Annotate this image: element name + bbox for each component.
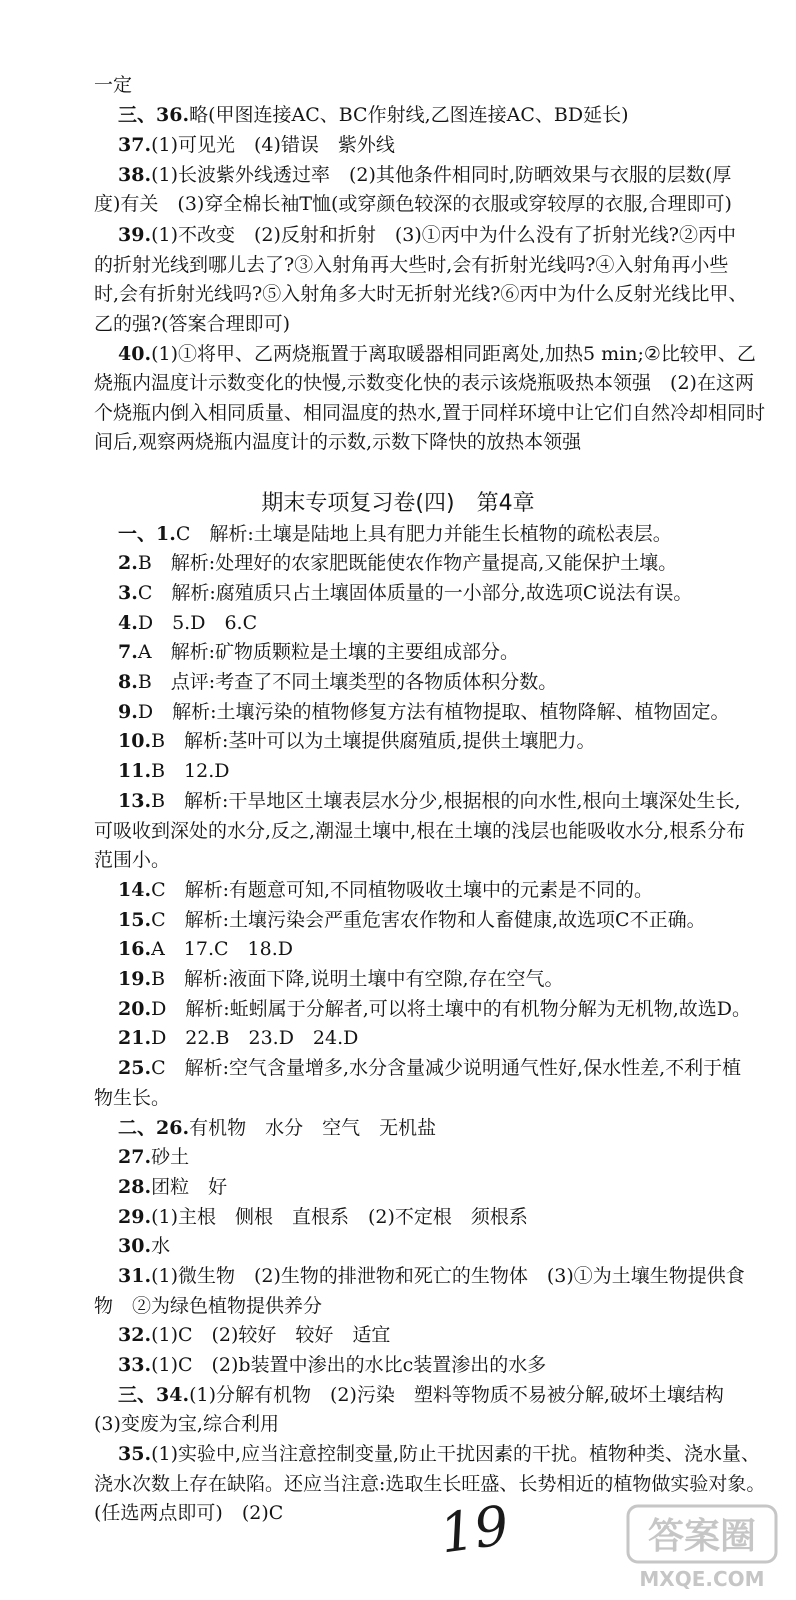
text-line: (任选两点即可) (2)C	[94, 1502, 284, 1524]
answer-line: 30.水	[118, 1235, 171, 1257]
answer-line: 29.(1)主根 侧根 直根系 (2)不定根 须根系	[118, 1206, 528, 1228]
answer-line: 25.C 解析:空气含量增多,水分含量减少说明通气性好,保水性差,不利于植	[118, 1057, 742, 1079]
answer-line: 二、26.有机物 水分 空气 无机盐	[118, 1117, 437, 1139]
answer-line: 2.B 解析:处理好的农家肥既能使农作物产量提高,又能保护土壤。	[118, 552, 678, 574]
answer-line: 32.(1)C (2)较好 较好 适宜	[118, 1324, 391, 1346]
text-line: 物生长。	[94, 1087, 171, 1109]
text-line: 范围小。	[94, 849, 171, 871]
text-line: 的折射光线到哪儿去了?③入射角再大些时,会有折射光线吗?④入射角再小些	[94, 254, 729, 276]
text-line: 一定	[94, 74, 133, 96]
answer-line: 一、1.C 解析:土壤是陆地上具有肥力并能生长植物的疏松表层。	[118, 523, 672, 545]
section-heading: 期末专项复习卷(四) 第4章	[261, 491, 535, 516]
answer-line: 3.C 解析:腐殖质只占土壤固体质量的一小部分,故选项C说法有误。	[118, 582, 693, 604]
answer-line: 8.B 点评:考查了不同土壤类型的各物质体积分数。	[118, 671, 558, 693]
answer-line: 三、36.略(甲图连接AC、BC作射线,乙图连接AC、BD延长)	[118, 104, 629, 126]
answer-line: 31.(1)微生物 (2)生物的排泄物和死亡的生物体 (3)①为土壤生物提供食	[118, 1265, 745, 1287]
answer-line: 14.C 解析:有题意可知,不同植物吸收土壤中的元素是不同的。	[118, 879, 654, 901]
answer-line: 16.A 17.C 18.D	[118, 938, 293, 960]
answer-line: 13.B 解析:干旱地区土壤表层水分少,根据根的向水性,根向土壤深处生长,	[118, 790, 741, 812]
text-line: 个烧瓶内倒入相同质量、相同温度的热水,置于同样环境中让它们自然冷却相同时	[94, 402, 766, 424]
text-line: 物 ②为绿色植物提供养分	[94, 1295, 323, 1317]
text-line: 度)有关 (3)穿全棉长袖T恤(或穿颜色较深的衣服或穿较厚的衣服,合理即可)	[94, 193, 732, 215]
answer-line: 4.D 5.D 6.C	[118, 612, 258, 634]
answer-line: 37.(1)可见光 (4)错误 紫外线	[118, 134, 395, 156]
answer-line: 11.B 12.D	[118, 760, 230, 782]
text-line: 可吸收到深处的水分,反之,潮湿土壤中,根在土壤的浅层也能吸收水分,根系分布	[94, 820, 746, 842]
text-line: 时,会有折射光线吗?⑤入射角多大时无折射光线?⑥丙中为什么反射光线比甲、	[94, 283, 748, 305]
text-line: 浇水次数上存在缺陷。还应当注意:选取生长旺盛、长势相近的植物做实验对象。	[94, 1473, 766, 1495]
answer-line: 三、34.(1)分解有机物 (2)污染 塑料等物质不易被分解,破坏土壤结构	[118, 1384, 724, 1406]
answer-line: 21.D 22.B 23.D 24.D	[118, 1027, 359, 1049]
text-line: 烧瓶内温度计示数变化的快慢,示数变化快的表示该烧瓶吸热本领强 (2)在这两	[94, 372, 754, 394]
answer-line: 28.团粒 好	[118, 1176, 228, 1198]
answer-line: 9.D 解析:土壤污染的植物修复方法有植物提取、植物降解、植物固定。	[118, 701, 730, 723]
text-line: 乙的强?(答案合理即可)	[94, 313, 291, 335]
svg-text:答案圈: 答案圈	[647, 1516, 757, 1557]
text-line: 间后,观察两烧瓶内温度计的示数,示数下降快的放热本领强	[94, 431, 582, 453]
answer-line: 19.B 解析:液面下降,说明土壤中有空隙,存在空气。	[118, 968, 564, 990]
answer-line: 35.(1)实验中,应当注意控制变量,防止干扰因素的干扰。植物种类、浇水量、	[118, 1443, 761, 1465]
answer-line: 33.(1)C (2)b装置中渗出的水比c装置渗出的水多	[118, 1354, 547, 1376]
svg-text:MXQE.COM: MXQE.COM	[639, 1567, 765, 1591]
text-line: (3)变废为宝,综合利用	[94, 1413, 279, 1435]
answer-line: 39.(1)不改变 (2)反射和折射 (3)①丙中为什么没有了折射光线?②丙中	[118, 224, 736, 246]
answer-line: 27.砂土	[118, 1146, 190, 1168]
answer-line: 20.D 解析:蚯蚓属于分解者,可以将土壤中的有机物分解为无机物,故选D。	[118, 998, 752, 1020]
watermark-logo	[622, 1500, 782, 1592]
answer-line: 15.C 解析:土壤污染会严重危害农作物和人畜健康,故选项C不正确。	[118, 909, 706, 931]
answer-line: 38.(1)长波紫外线透过率 (2)其他条件相同时,防晒效果与衣服的层数(厚	[118, 164, 732, 186]
answer-line: 10.B 解析:茎叶可以为土壤提供腐殖质,提供土壤肥力。	[118, 730, 596, 752]
handwritten-page-number: 19	[435, 1493, 513, 1566]
answer-line: 40.(1)①将甲、乙两烧瓶置于离取暖器相同距离处,加热5 min;②比较甲、乙	[118, 343, 756, 365]
answer-line: 7.A 解析:矿物质颗粒是土壤的主要组成部分。	[118, 641, 519, 663]
